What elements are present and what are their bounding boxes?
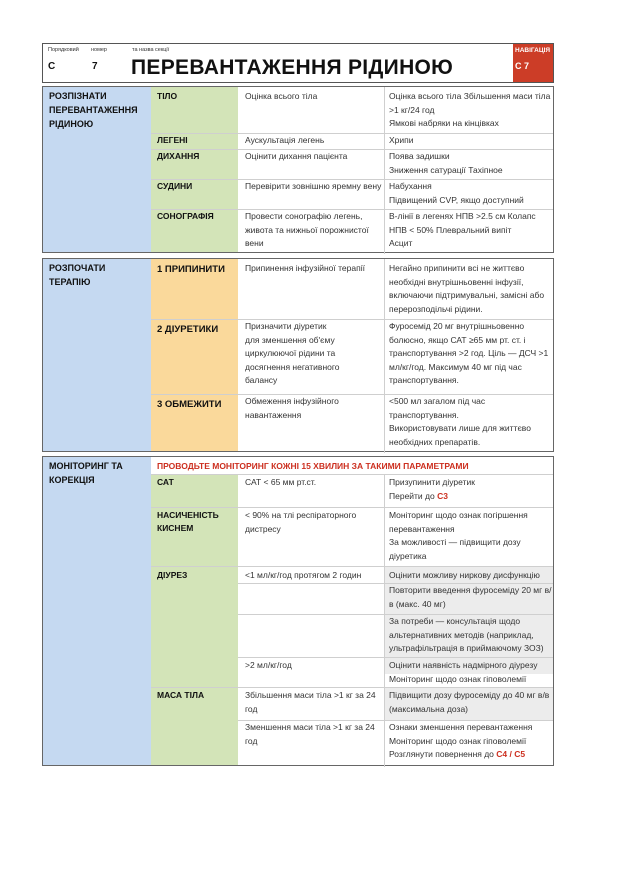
- step-stop: 1 ПРИПИНИТИ: [157, 264, 225, 275]
- row-label-vessels: СУДИНИ: [157, 181, 193, 191]
- finding-spo2: Моніторинг щодо ознак погіршення перевантаження За можливості — підвищити дозу діуретика: [389, 510, 528, 561]
- finding-vessels: Набухання Підвищений CVP, якщо доступний: [389, 181, 524, 205]
- row-label-body: ТІЛО: [157, 91, 178, 101]
- weight-return-text: Розглянути повернення до: [389, 749, 497, 760]
- finding-diuresis-1: Оцінити можливу ниркову дисфункцію: [389, 570, 540, 580]
- finding-diuresis-3: За потреби — консультація щодо альтернативних методів (наприклад, ультрафільтрація в приймаючому ЗОЗ): [389, 616, 544, 654]
- navigation-label: НАВІГАЦІЯ: [515, 47, 551, 54]
- action-breathing: Оцінити дихання пацієнта: [245, 151, 348, 161]
- divider: [151, 507, 553, 508]
- section-label-monitoring: МОНІТОРИНГ ТА КОРЕКЦІЯ: [43, 457, 151, 765]
- row-label-sonography: СОНОГРАФІЯ: [157, 211, 214, 221]
- criterion-diuresis-high: >2 мл/кг/год: [245, 660, 292, 670]
- header-caption-name: та назва секції: [132, 47, 170, 53]
- criterion-diuresis-low: <1 мл/кг/год протягом 2 годин: [245, 570, 362, 580]
- section-number: 7: [92, 61, 98, 72]
- divider: [384, 259, 385, 453]
- finding-weight-2: [389, 721, 555, 762]
- row-label-breathing: ДИХАННЯ: [157, 151, 200, 161]
- divider: [151, 566, 553, 567]
- divider: [384, 87, 385, 254]
- finding-lungs: Хрипи: [389, 135, 414, 145]
- action-limit: Обмеження інфузійного навантаження: [245, 396, 339, 420]
- page-title: ПЕРЕВАНТАЖЕННЯ РІДИНОЮ: [131, 56, 454, 79]
- finding-diuresis-4: Оцінити наявність надмірного діурезу Моніторинг щодо ознак гіповолемії: [389, 660, 538, 684]
- section-label-therapy: РОЗПОЧАТИ ТЕРАПІЮ: [43, 259, 151, 451]
- weight-signs: Ознаки зменшення перевантаження Моніторинг щодо ознак гіповолемії: [389, 722, 533, 746]
- action-diuretics: Призначити діуретик для зменшення об'єму циркулюючої рідини та досягнення негативного балансу: [245, 321, 340, 386]
- sat-action: Призупинити діуретик: [389, 477, 475, 487]
- action-body: Оцінка всього тіла: [245, 91, 318, 101]
- sat-goto: [389, 490, 555, 504]
- section-label-recognize: РОЗПІЗНАТИ ПЕРЕВАНТАЖЕННЯ РІДИНОЮ: [43, 87, 151, 252]
- criterion-spo2: < 90% на тлі респіраторного дистресу: [245, 510, 357, 534]
- criterion-weight-gain: Збільшення маси тіла >1 кг за 24 год: [245, 690, 376, 714]
- finding-breathing: Поява задишки Зниження сатурації Тахіпное: [389, 151, 503, 175]
- section-monitoring: [42, 456, 554, 766]
- action-vessels: Перевірити зовнішню яремну вену: [245, 181, 382, 191]
- param-label-spo2: НАСИЧЕНІСТЬ КИСНЕМ: [157, 510, 219, 534]
- param-label-sat: САТ: [157, 477, 174, 487]
- sat-goto-text: Перейти до: [389, 490, 438, 501]
- divider: [151, 687, 553, 688]
- step-column: [151, 259, 238, 451]
- header-caption-order: Порядковий: [48, 47, 79, 53]
- navigation-box[interactable]: [513, 44, 553, 82]
- step-diuretics: 2 ДІУРЕТИКИ: [157, 324, 219, 335]
- step-limit: 3 ОБМЕЖИТИ: [157, 399, 222, 410]
- link-c3[interactable]: С3: [437, 490, 448, 501]
- criterion-weight-loss: Зменшення маси тіла >1 кг за 24 год: [245, 722, 375, 746]
- page-header: [42, 43, 554, 83]
- header-caption-number: номер: [91, 47, 107, 53]
- link-c4-c5[interactable]: С4 / С5: [496, 749, 526, 760]
- divider: [384, 474, 385, 767]
- finding-diuresis-2: Повторити введення фуросеміду 20 мг в/в (макс. 40 мг): [389, 585, 552, 609]
- monitoring-banner: ПРОВОДЬТЕ МОНІТОРИНГ КОЖНІ 15 ХВИЛИН ЗА ТАКИМИ ПАРАМЕТРАМИ: [157, 461, 469, 471]
- section-letter: С: [48, 61, 56, 72]
- divider: [151, 474, 553, 475]
- navigation-value: С 7: [515, 61, 530, 71]
- action-sonography: Провести сонографію легень, живота та нижньої порожнистої вени: [245, 211, 369, 249]
- finding-stop: Негайно припинити всі не життєво необхідні внутрішньовенні інфузії, включаючи підтримувальні, замісні або перерозподільчі рідини.: [389, 263, 545, 314]
- action-lungs: Аускультація легень: [245, 135, 325, 145]
- finding-sat: [389, 476, 555, 503]
- section-recognize: [42, 86, 554, 253]
- section-therapy: [42, 258, 554, 452]
- finding-sonography: В-лінії в легенях НПВ >2.5 см Колапс НПВ < 50% Плевральний випіт Асцит: [389, 211, 536, 249]
- finding-body: Оцінка всього тіла Збільшення маси тіла >1 кг/24 год Ямкові набряки на кінцівках: [389, 91, 551, 129]
- param-label-diuresis: ДІУРЕЗ: [157, 570, 188, 580]
- param-label-weight: МАСА ТІЛА: [157, 690, 205, 700]
- weight-return: [389, 748, 555, 762]
- action-stop: Припинення інфузійної терапії: [245, 263, 365, 273]
- finding-weight-1: Підвищити дозу фуросеміду до 40 мг в/в (максимальна доза): [389, 690, 550, 714]
- finding-diuretics: Фуросемід 20 мг внутрішньовенно болюсно, якщо САТ ≥65 мм рт. ст. і транспортування >2 год. Ціль — ДСЧ >1 мл/кг/год. Максимум 40 мг під час транспортування.: [389, 321, 549, 386]
- criterion-sat: САТ < 65 мм рт.ст.: [245, 477, 317, 487]
- category-column: [151, 87, 238, 252]
- finding-limit: <500 мл загалом під час транспортування. Використовувати лише для життєво необхідних препаратів.: [389, 396, 531, 447]
- row-label-lungs: ЛЕГЕНІ: [157, 135, 188, 145]
- divider: [238, 657, 553, 658]
